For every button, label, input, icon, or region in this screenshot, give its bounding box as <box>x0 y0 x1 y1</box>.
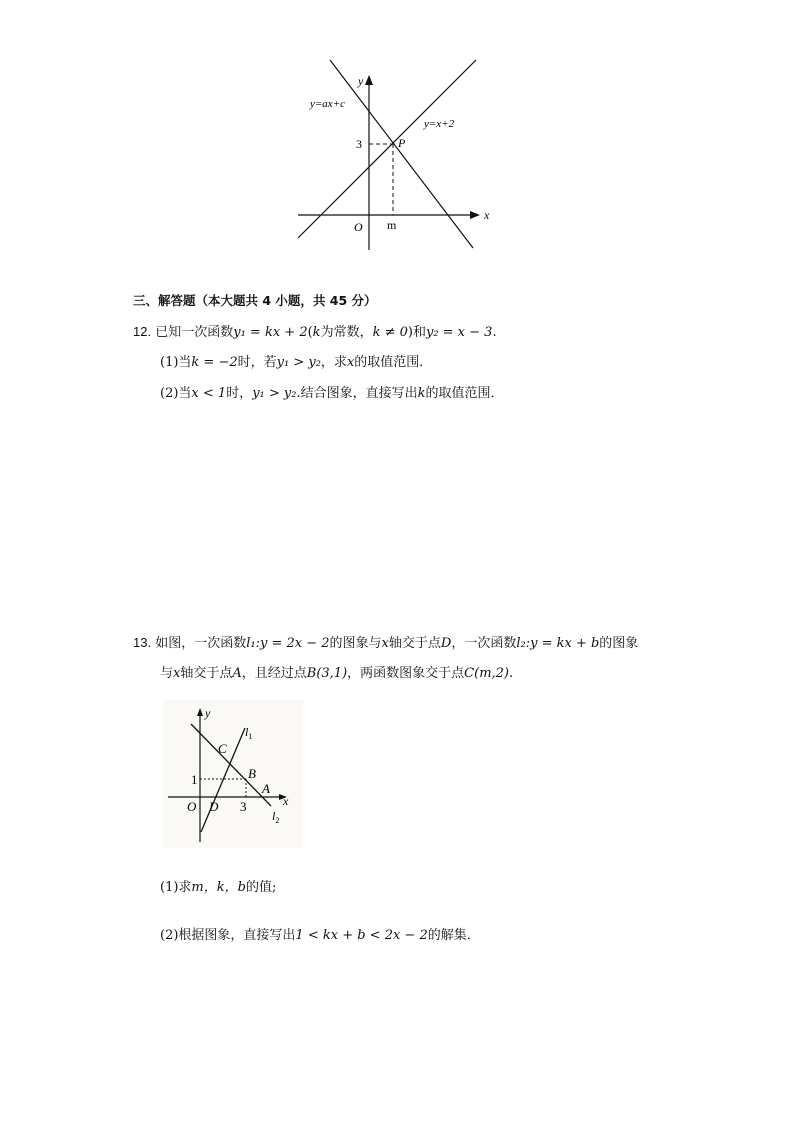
question-13-stem-line-2 <box>160 665 513 683</box>
stem-text: 轴交于点 <box>388 636 441 651</box>
question-13-part-2 <box>160 927 480 945</box>
math: l₁:y = 2x − 2 <box>246 636 330 651</box>
label-l2 <box>272 809 279 825</box>
label-C: C <box>218 741 227 756</box>
label-A: A <box>262 781 270 796</box>
math: B(3,1) <box>306 666 348 681</box>
stem-text: 的图象与 <box>329 636 382 651</box>
part-text: 时， <box>226 386 253 401</box>
label-l1-letter: l <box>245 725 249 739</box>
label-l1-subscript: 1 <box>248 732 253 741</box>
y-axis-arrow <box>197 708 203 716</box>
part-text: 的取值范围． <box>425 386 504 401</box>
label-x: x <box>484 208 490 222</box>
math: x <box>346 355 355 370</box>
label-m: m <box>387 218 397 232</box>
y-axis-arrow <box>365 75 373 85</box>
stem-text: ( <box>307 325 313 340</box>
stem-text: ，且经过点 <box>241 666 307 681</box>
question-13-stem-line-1 <box>133 634 638 653</box>
math-y2: y₂ = x − 3 <box>425 325 493 340</box>
math: A <box>232 666 242 681</box>
part-text: (2)当 <box>160 386 192 401</box>
x-axis-arrow <box>470 211 480 219</box>
math-y1: y₁ = kx + 2 <box>233 325 308 340</box>
label-D: D <box>209 799 219 814</box>
stem-text: . <box>509 666 514 681</box>
math-k-neq: k ≠ 0 <box>372 325 408 340</box>
figure-1-graph <box>290 55 505 255</box>
stem-text: 已知一次函数 <box>155 325 234 340</box>
part-text: (1)当 <box>160 355 192 370</box>
label-3: 3 <box>356 137 362 151</box>
label-O: O <box>187 799 197 814</box>
math: x < 1 <box>191 386 227 401</box>
part-text: .结合图象，直接写出 <box>296 386 418 401</box>
question-12-stem <box>133 323 497 342</box>
stem-text: 轴交于点 <box>180 666 233 681</box>
math: y₁ > y₂ <box>276 355 321 370</box>
question-number: 13. <box>133 635 152 650</box>
part-text: (1)求 <box>160 880 192 895</box>
stem-text: 为常数， <box>320 325 373 340</box>
stem-text: ，一次函数 <box>451 636 517 651</box>
math: D <box>440 636 452 651</box>
label-x: x <box>283 794 289 808</box>
label-line-x-2: y=x+2 <box>424 118 455 130</box>
label-l2-letter: l <box>272 809 276 823</box>
label-P: P <box>398 136 406 150</box>
part-text: 时，若 <box>237 355 277 370</box>
math: k = −2 <box>191 355 238 370</box>
label-y: y <box>358 74 364 88</box>
label-1: 1 <box>191 772 198 787</box>
math: x <box>381 636 389 651</box>
stem-text: . <box>492 325 497 340</box>
part-text: 的取值范围． <box>354 355 433 370</box>
question-12-part-2 <box>160 385 504 403</box>
line-y-x-plus-2 <box>298 60 476 238</box>
question-number: 12. <box>133 324 152 339</box>
math: l₂:y = kx + b <box>516 636 600 651</box>
line-y-ax-plus-c <box>330 60 473 248</box>
stem-text: )和 <box>407 325 426 340</box>
figure-2-graph <box>163 700 303 848</box>
part-text: 的值; <box>245 880 277 895</box>
math: y₁ > y₂ <box>252 386 297 401</box>
stem-text: 如图，一次函数 <box>155 636 247 651</box>
question-12-part-1 <box>160 354 432 372</box>
section-title: 三、解答题（本大题共 4 小题，共 45 分） <box>133 293 377 308</box>
label-origin: O <box>354 220 363 234</box>
question-13-part-1 <box>160 879 276 897</box>
stem-text: 与 <box>160 666 174 681</box>
label-l2-subscript: 2 <box>275 816 280 825</box>
label-3: 3 <box>240 799 247 814</box>
part-text: (2)根据图象，直接写出 <box>160 928 296 943</box>
label-B: B <box>248 766 256 781</box>
math-k: k <box>312 325 321 340</box>
math: C(m,2) <box>464 666 509 681</box>
stem-text: 的图象 <box>599 636 639 651</box>
math: 1 < kx + b < 2x − 2 <box>295 928 428 943</box>
math: x <box>173 666 181 681</box>
math: m，k，b <box>191 880 246 895</box>
line-l2 <box>191 724 271 806</box>
label-y: y <box>205 706 211 720</box>
label-line-ax-c: y=ax+c <box>310 98 345 110</box>
part-text: ，求 <box>320 355 347 370</box>
math: k <box>417 386 426 401</box>
part-text: 的解集． <box>427 928 480 943</box>
label-l1 <box>245 725 252 741</box>
stem-text: ，两函数图象交于点 <box>347 666 465 681</box>
